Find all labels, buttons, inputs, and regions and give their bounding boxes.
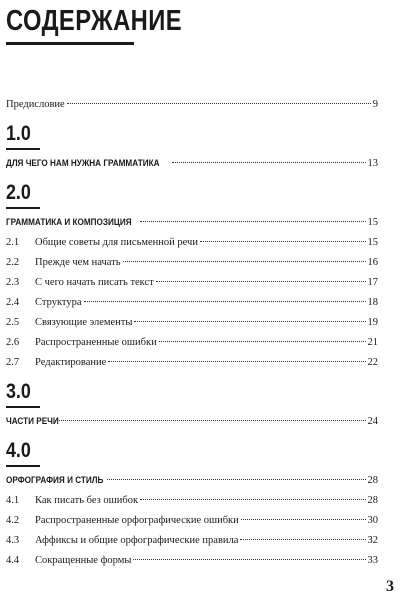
page-number: 3 — [386, 578, 394, 595]
toc-entry-page: 30 — [367, 515, 378, 526]
toc-section-label: Аффиксы и общие орфографические правила — [35, 535, 239, 546]
toc-entry-page: 28 — [367, 475, 378, 486]
toc-section-entry[interactable] — [6, 551, 378, 571]
dot-leader — [172, 162, 365, 163]
toc-chapter-title: ЧАСТИ РЕЧИ — [6, 416, 59, 427]
toc-entry-page: 32 — [367, 535, 378, 546]
toc-chapter-heading[interactable] — [6, 154, 378, 174]
toc-section-number: 4.2 — [6, 515, 20, 526]
toc-entry-page: 19 — [367, 317, 378, 328]
toc-entry-page: 33 — [367, 555, 378, 566]
toc-entry-preface[interactable] — [6, 95, 378, 115]
toc-chapter-heading[interactable] — [6, 213, 378, 233]
toc-section-number: 2.2 — [6, 257, 20, 268]
dot-leader — [140, 499, 365, 500]
dot-leader — [55, 420, 365, 421]
toc-section-entry[interactable] — [6, 293, 378, 313]
dot-leader — [107, 479, 365, 480]
toc-entry-page: 15 — [367, 237, 378, 248]
toc-section-entry[interactable] — [6, 253, 378, 273]
toc-section-number: 2.7 — [6, 357, 20, 368]
chapter-underline — [6, 406, 40, 408]
toc-section-number: 2.5 — [6, 317, 20, 328]
toc-section-entry[interactable] — [6, 313, 378, 333]
toc-entry-page: 24 — [367, 416, 378, 427]
toc-chapter-title: ГРАММАТИКА И КОМПОЗИЦИЯ — [6, 217, 132, 228]
toc-entry-page: 22 — [367, 357, 378, 368]
dot-leader — [84, 301, 366, 302]
chapter-number: 3.0 — [6, 380, 31, 403]
dot-leader — [156, 281, 366, 282]
chapter-underline — [6, 207, 40, 209]
chapter-number: 1.0 — [6, 122, 31, 145]
toc-section-entry[interactable] — [6, 491, 378, 511]
toc-section-entry[interactable] — [6, 353, 378, 373]
toc-section-label: Как писать без ошибок — [35, 495, 139, 506]
toc-entry-page: 28 — [367, 495, 378, 506]
toc-section-number: 2.6 — [6, 337, 20, 348]
toc-entry-page: 18 — [367, 297, 378, 308]
chapter-underline — [6, 465, 40, 467]
toc-section-entry[interactable] — [6, 233, 378, 253]
toc-entry-page: 21 — [367, 337, 378, 348]
toc-section-entry[interactable] — [6, 273, 378, 293]
toc-section-label: С чего начать писать текст — [35, 277, 154, 288]
toc-section-number: 4.4 — [6, 555, 20, 566]
dot-leader — [123, 261, 366, 262]
toc-section-label: Структура — [35, 297, 82, 308]
chapter-underline — [6, 148, 40, 150]
toc-section-number: 4.3 — [6, 535, 20, 546]
toc-chapter-heading[interactable] — [6, 412, 378, 432]
toc-chapter-title: ОРФОГРАФИЯ И СТИЛЬ — [6, 475, 104, 486]
dot-leader — [140, 221, 365, 222]
toc-entry-page: 15 — [367, 217, 378, 228]
dot-leader — [241, 519, 366, 520]
toc-entry-label: Предисловие — [6, 99, 65, 110]
toc-section-label: Редактирование — [35, 357, 107, 368]
toc-section-number: 2.1 — [6, 237, 20, 248]
toc-section-entry[interactable] — [6, 511, 378, 531]
table-of-contents — [6, 95, 378, 571]
dot-leader — [108, 361, 365, 362]
dot-leader — [200, 241, 366, 242]
toc-section-label: Связующие элементы — [35, 317, 133, 328]
dot-leader — [67, 103, 371, 104]
toc-section-entry[interactable] — [6, 531, 378, 551]
toc-section-label: Прежде чем начать — [35, 257, 121, 268]
chapter-number: 2.0 — [6, 181, 31, 204]
dot-leader — [133, 559, 365, 560]
toc-entry-page: 16 — [367, 257, 378, 268]
toc-section-label: Сокращенные формы — [35, 555, 132, 566]
toc-section-label: Распространенные ошибки — [35, 337, 157, 348]
toc-entry-page: 9 — [372, 99, 378, 110]
toc-section-number: 4.1 — [6, 495, 20, 506]
toc-section-number: 2.3 — [6, 277, 20, 288]
dot-leader — [134, 321, 365, 322]
page-title: СОДЕРЖАНИЕ — [6, 5, 183, 37]
toc-chapter-title: ДЛЯ ЧЕГО НАМ НУЖНА ГРАММАТИКА — [6, 158, 160, 169]
toc-section-label: Распространенные орфографические ошибки — [35, 515, 239, 526]
title-underline — [6, 42, 134, 45]
chapter-number: 4.0 — [6, 439, 31, 462]
dot-leader — [159, 341, 366, 342]
toc-entry-page: 13 — [367, 158, 378, 169]
toc-section-entry[interactable] — [6, 333, 378, 353]
dot-leader — [240, 539, 365, 540]
toc-entry-page: 17 — [367, 277, 378, 288]
toc-chapter-heading[interactable] — [6, 471, 378, 491]
toc-section-number: 2.4 — [6, 297, 20, 308]
toc-section-label: Общие советы для письменной речи — [35, 237, 198, 248]
